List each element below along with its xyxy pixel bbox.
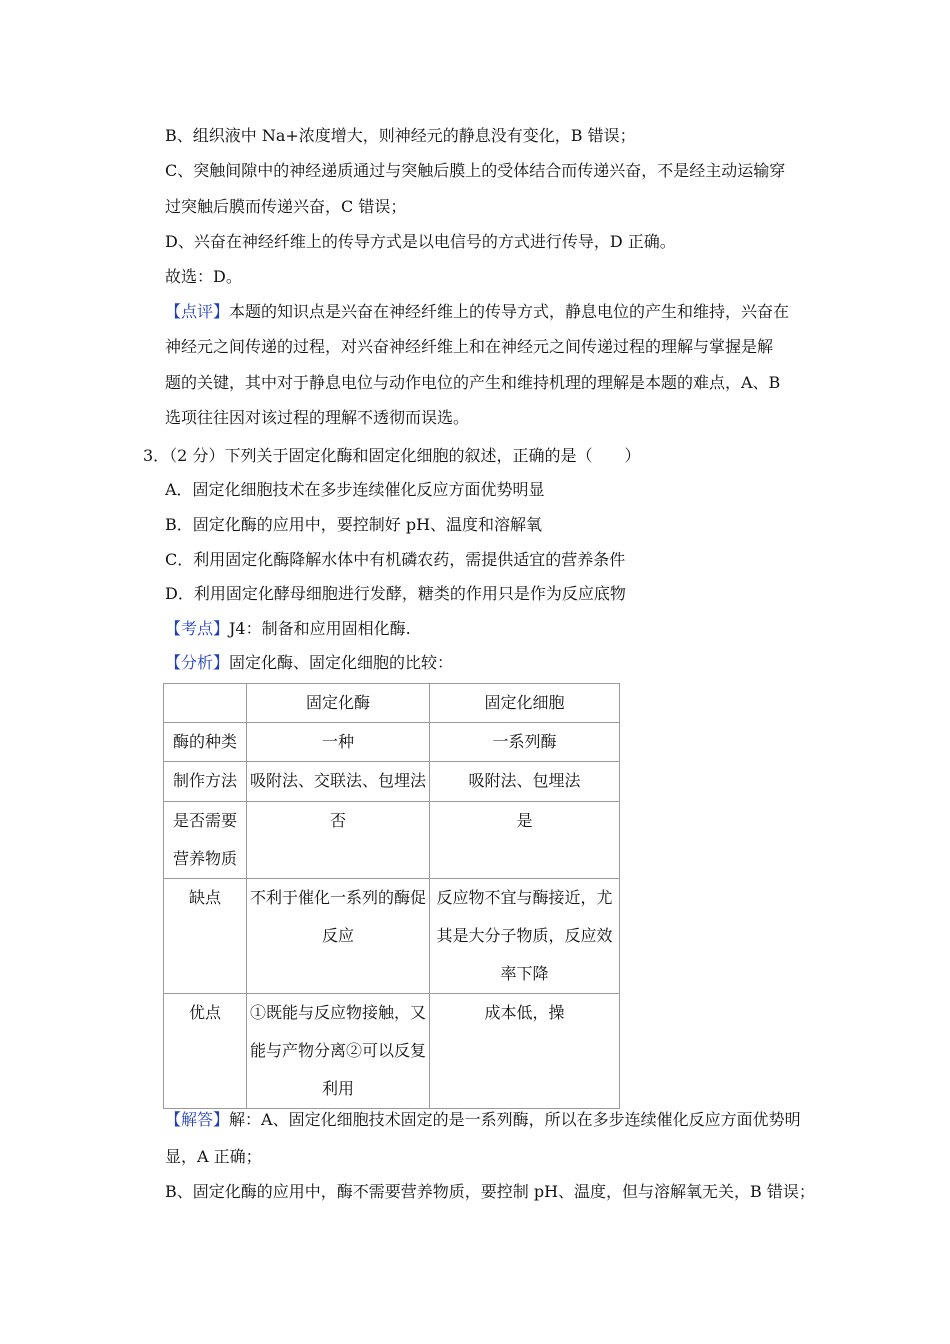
jieda-line-3: B、固定化酶的应用中，酶不需要营养物质，要控制 pH、温度，但与溶解氧无关，B 错误； <box>165 1182 815 1201</box>
table-cell: 否 <box>247 802 430 879</box>
jieda-text-1: 解：A、固定化细胞技术固定的是一系列酶，所以在多步连续催化反应方面优势明 <box>229 1110 801 1129</box>
answer-choice: 故选：D。 <box>165 267 242 286</box>
table-row <box>164 994 620 1109</box>
table-cell: 一种 <box>247 723 430 762</box>
table-header-row <box>164 684 620 723</box>
option-b: B．固定化酶的应用中，要控制好 pH、温度和溶解氧 <box>165 515 543 534</box>
table-row-label: 优点 <box>164 994 247 1109</box>
table-row-label: 是否需要营养物质 <box>164 802 247 879</box>
comment-text-1: 本题的知识点是兴奋在神经纤维上的传导方式，静息电位的产生和维持，兴奋在 <box>229 302 790 321</box>
option-a: A．固定化细胞技术在多步连续催化反应方面优势明显 <box>165 480 545 499</box>
option-c: C．利用固定化酶降解水体中有机磷农药，需提供适宜的营养条件 <box>165 550 626 569</box>
table-cell: 成本低，操 <box>430 994 620 1109</box>
kaodian-tag: 【考点】 <box>165 619 230 638</box>
answer-line-c1: C、突触间隙中的神经递质通过与突触后膜上的受体结合而传递兴奋，不是经主动运输穿 <box>165 161 786 180</box>
table-row <box>164 879 620 994</box>
comment-line-3: 题的关键，其中对于静息电位与动作电位的产生和维持机理的理解是本题的难点，A、B <box>165 373 781 392</box>
kaodian-line <box>165 618 411 640</box>
table-cell: 是 <box>430 802 620 879</box>
fenxi-text: 固定化酶、固定化细胞的比较： <box>229 653 454 672</box>
table-row-label: 酶的种类 <box>164 723 247 762</box>
fenxi-line <box>165 652 453 674</box>
jieda-line-1 <box>165 1109 801 1131</box>
table-cell: 吸附法、交联法、包埋法 <box>247 762 430 802</box>
table-cell: 吸附法、包埋法 <box>430 762 620 802</box>
table-header-cell: 固定化细胞 <box>430 684 620 723</box>
kaodian-text: J4：制备和应用固相化酶. <box>229 619 411 638</box>
answer-line-c2: 过突触后膜而传递兴奋，C 错误； <box>165 197 407 216</box>
table-row <box>164 723 620 762</box>
comment-tag: 【点评】 <box>165 302 230 321</box>
comment-line-2: 神经元之间传递的过程，对兴奋神经纤维上和在神经元之间传递过程的理解与掌握是解 <box>165 337 774 356</box>
table-cell: 不利于催化一系列的酶促反应 <box>247 879 430 994</box>
table-header-cell: 固定化酶 <box>247 684 430 723</box>
table-cell: ①既能与反应物接触，又能与产物分离②可以反复利用 <box>247 994 430 1109</box>
jieda-line-2: 显，A 正确； <box>165 1147 262 1166</box>
answer-line-d: D、兴奋在神经纤维上的传导方式是以电信号的方式进行传导，D 正确。 <box>165 232 676 251</box>
fenxi-tag: 【分析】 <box>165 653 230 672</box>
jieda-tag: 【解答】 <box>165 1110 230 1129</box>
table-row-label: 制作方法 <box>164 762 247 802</box>
answer-line-b: B、组织液中 Na+浓度增大，则神经元的静息没有变化，B 错误； <box>165 126 636 145</box>
table-row-label: 缺点 <box>164 879 247 994</box>
table-row <box>164 762 620 802</box>
table-cell: 一系列酶 <box>430 723 620 762</box>
table-cell: 反应物不宜与酶接近，尤其是大分子物质，反应效率下降 <box>430 879 620 994</box>
comparison-table <box>163 683 620 1109</box>
option-d: D．利用固定化酵母细胞进行发酵，糖类的作用只是作为反应底物 <box>165 584 626 603</box>
comment-line-1 <box>165 301 789 323</box>
table-row <box>164 802 620 879</box>
question-stem: 3．（2 分）下列关于固定化酶和固定化细胞的叙述，正确的是（ ） <box>143 446 641 465</box>
table-header-cell <box>164 684 247 723</box>
comment-line-4: 选项往往因对该过程的理解不透彻而误选。 <box>165 408 470 427</box>
